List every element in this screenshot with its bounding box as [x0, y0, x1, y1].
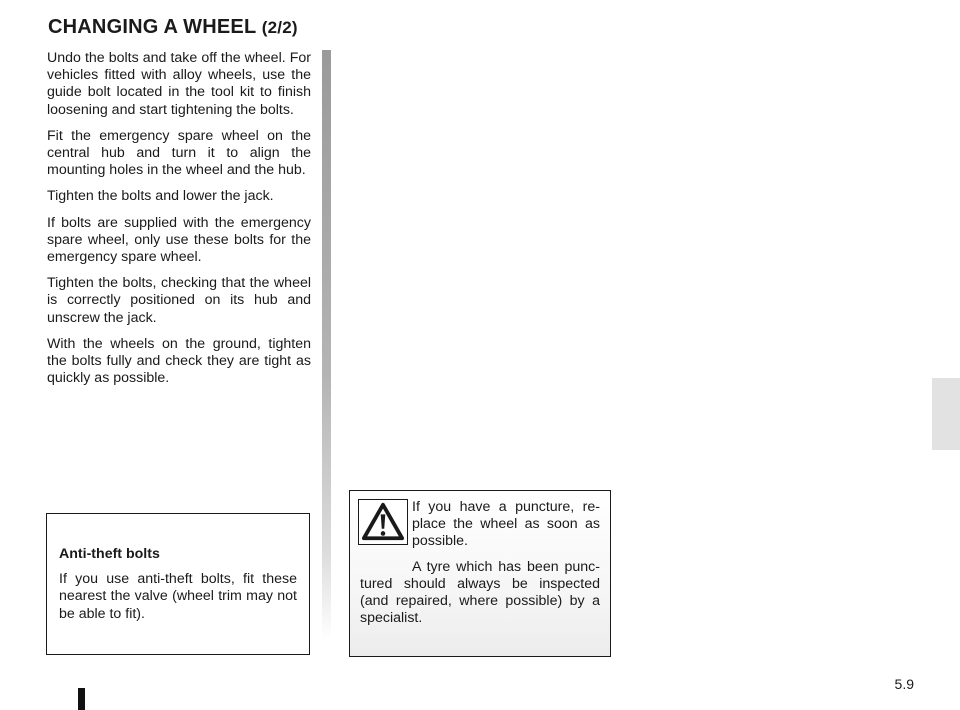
warning-triangle-icon: [358, 499, 408, 545]
paragraph: With the wheels on the ground, tighten the bolts fully and check they are tight as quickly as possible.: [47, 335, 311, 387]
page-number: 5.9: [894, 676, 914, 692]
paragraph: Fit the emergency spare wheel on the central hub and turn it to align the mounting holes in the wheel and the hub.: [47, 127, 311, 179]
note-heading: Anti-theft bolts: [59, 546, 160, 562]
chapter-tab: [932, 378, 960, 450]
page-title: [48, 16, 298, 39]
column-divider: [322, 50, 331, 640]
note-text: If you use anti-theft bolts, fit these nearest the valve (wheel trim may not be able to fit).: [59, 571, 297, 622]
paragraph: Tighten the bolts and lower the jack.: [47, 188, 274, 205]
warning-box: [349, 490, 611, 657]
title-part: (2/2): [261, 18, 298, 37]
warning-text-2: A tyre which has been punc-tured should always be inspected (and repaired, where possible) by a specialist.: [360, 558, 600, 627]
warning-text-1: If you have a puncture, re-place the wheel as soon as possible.: [412, 499, 600, 550]
anti-theft-note-box: [46, 513, 310, 655]
paragraph: Undo the bolts and take off the wheel. For vehicles fitted with alloy wheels, use the guide bolt located in the tool kit to finish loosening and start tightening the bolts.: [47, 50, 311, 118]
paragraph: Tighten the bolts, checking that the wheel is correctly positioned on its hub and unscrew the jack.: [47, 275, 311, 326]
main-text-column: [47, 50, 311, 396]
bottom-margin-mark: [78, 688, 85, 710]
warning-triangle-svg: [359, 500, 407, 544]
paragraph: If bolts are supplied with the emergency spare wheel, only use these bolts for the emergency spare wheel.: [47, 214, 311, 266]
title-text: CHANGING A WHEEL: [48, 16, 257, 38]
